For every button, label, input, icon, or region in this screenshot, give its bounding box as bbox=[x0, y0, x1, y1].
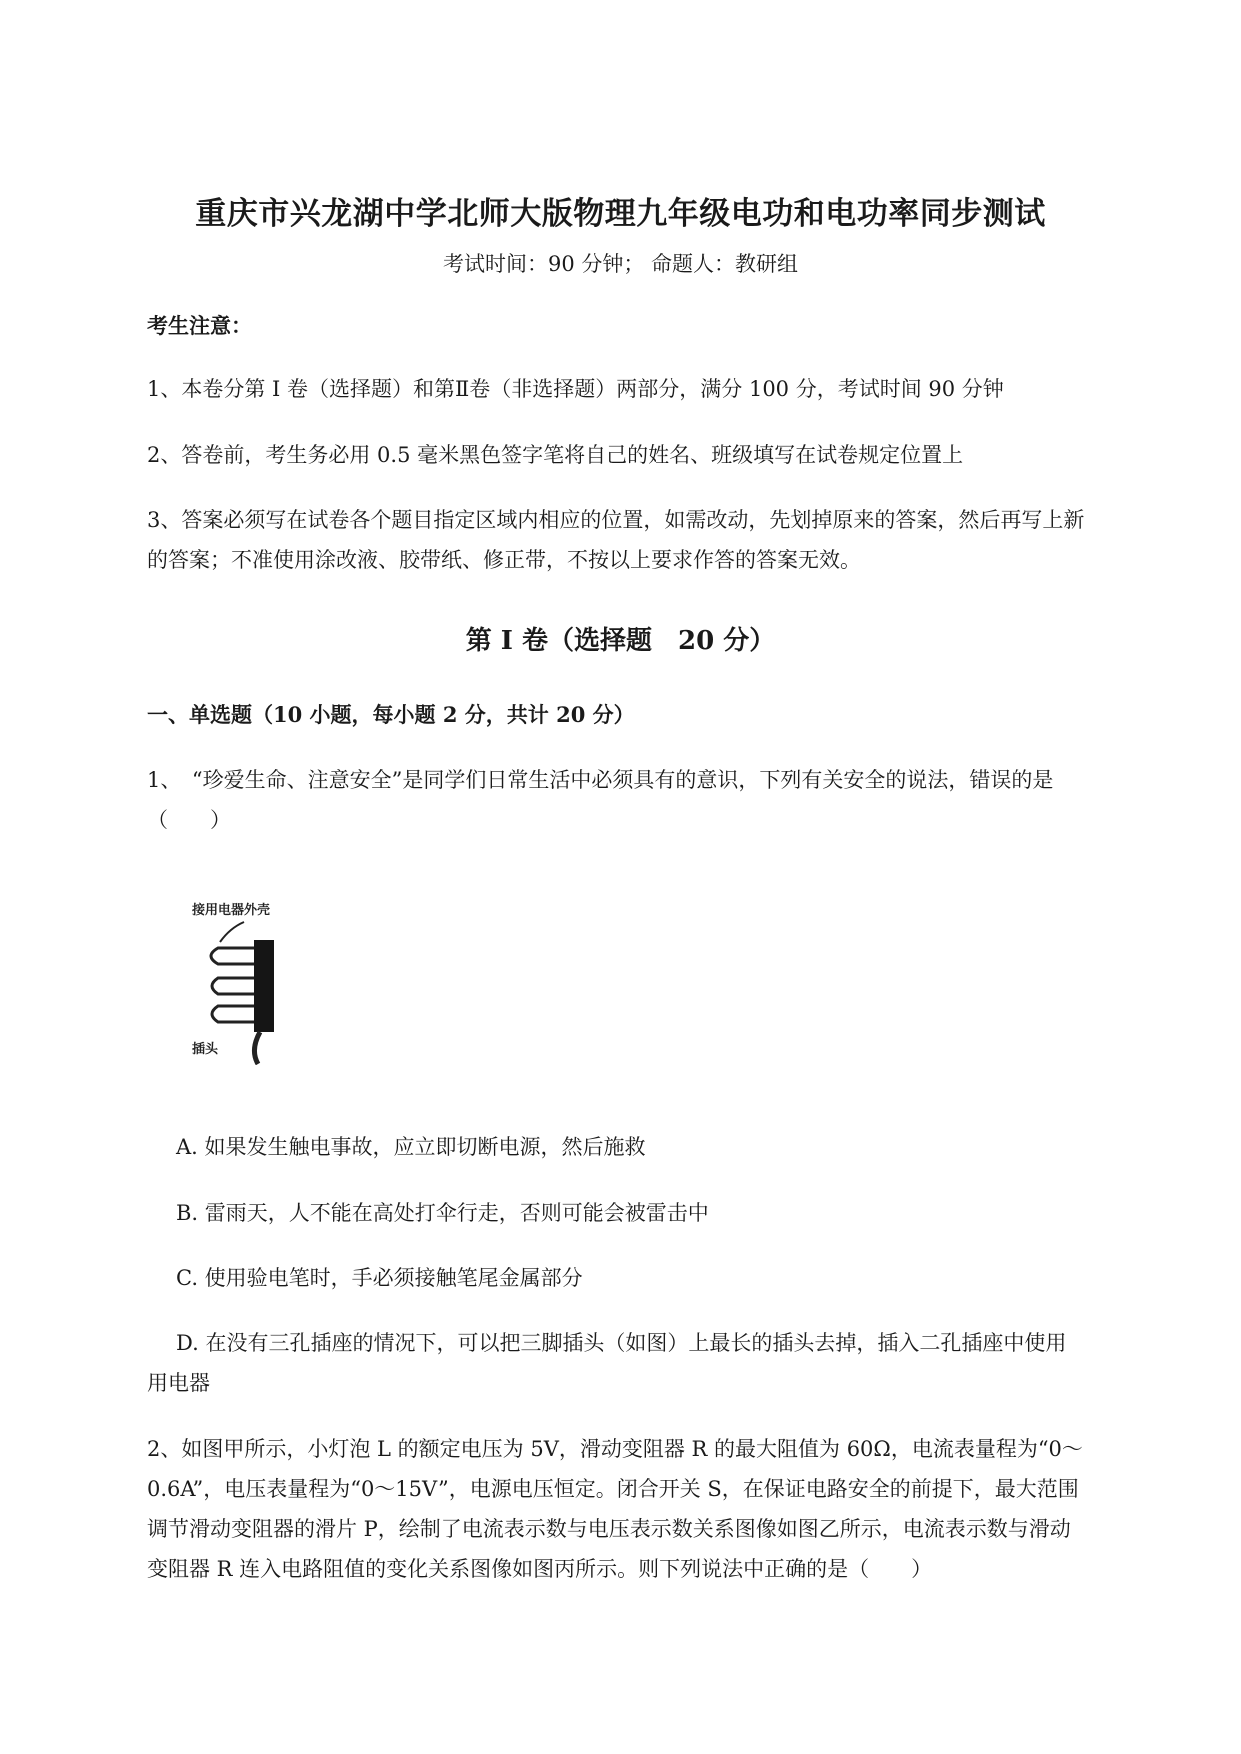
question-2-line-4: 变阻器 R 连入电路阻值的变化关系图像如图丙所示。则下列说法中正确的是（ ） bbox=[147, 1557, 933, 1581]
question-2-line-2: 0.6A”，电压表量程为“0～15V”，电源电压恒定。闭合开关 S，在保证电路安全的前提下，最大范围 bbox=[147, 1477, 1079, 1501]
notice-item-1: 1、本卷分第 I 卷（选择题）和第Ⅱ卷（非选择题）两部分，满分 100 分，考试时间 90 分钟 bbox=[147, 377, 1004, 401]
question-1-option-d: D. 在没有三孔插座的情况下，可以把三脚插头（如图）上最长的插头去掉，插入二孔插座中使用 bbox=[176, 1331, 1067, 1355]
notice-heading: 考生注意： bbox=[147, 313, 252, 338]
exam-info: 考试时间：90 分钟； 命题人：教研组 bbox=[442, 252, 799, 276]
notice-item-2: 2、答卷前，考生务必用 0.5 毫米黑色签字笔将自己的姓名、班级填写在试卷规定位置上 bbox=[147, 443, 964, 467]
question-1-bracket: （ ） bbox=[147, 808, 231, 832]
notice-item-3: 3、答案必须写在试卷各个题目指定区域内相应的位置，如需改动，先划掉原来的答案，然后再写上新 bbox=[147, 508, 1085, 532]
notice-item-3-cont: 的答案；不准使用涂改液、胶带纸、修正带，不按以上要求作答的答案无效。 bbox=[147, 548, 861, 572]
question-1-option-b: B. 雷雨天，人不能在高处打伞行走，否则可能会被雷击中 bbox=[176, 1201, 709, 1225]
question-1-option-c: C. 使用验电笔时，手必须接触笔尾金属部分 bbox=[176, 1266, 583, 1290]
question-1-option-a: A. 如果发生触电事故，应立即切断电源，然后施救 bbox=[176, 1135, 646, 1159]
part-heading: 一、单选题（10 小题，每小题 2 分，共计 20 分） bbox=[147, 702, 635, 727]
question-1-option-d-cont: 用电器 bbox=[147, 1371, 210, 1395]
question-2-line-1: 2、如图甲所示，小灯泡 L 的额定电压为 5V，滑动变阻器 R 的最大阻值为 60Ω，电流表量程为“0～ bbox=[147, 1437, 1083, 1461]
page-title: 重庆市兴龙湖中学北师大版物理九年级电功和电功率同步测试 bbox=[195, 196, 1046, 232]
figure-label-shell: 接用电器外壳 bbox=[192, 903, 271, 918]
three-pin-plug-figure bbox=[190, 880, 300, 1065]
figure-label-plug: 插头 bbox=[192, 1042, 219, 1057]
question-1-stem: 1、 “珍爱生命、注意安全”是同学们日常生活中必须具有的意识，下列有关安全的说法，错误的是 bbox=[147, 768, 1054, 792]
question-2-line-3: 调节滑动变阻器的滑片 P，绘制了电流表示数与电压表示数关系图像如图乙所示，电流表示数与滑动 bbox=[147, 1517, 1071, 1541]
section-title: 第 I 卷（选择题 20 分） bbox=[465, 626, 776, 656]
plug-illustration bbox=[190, 880, 300, 1065]
